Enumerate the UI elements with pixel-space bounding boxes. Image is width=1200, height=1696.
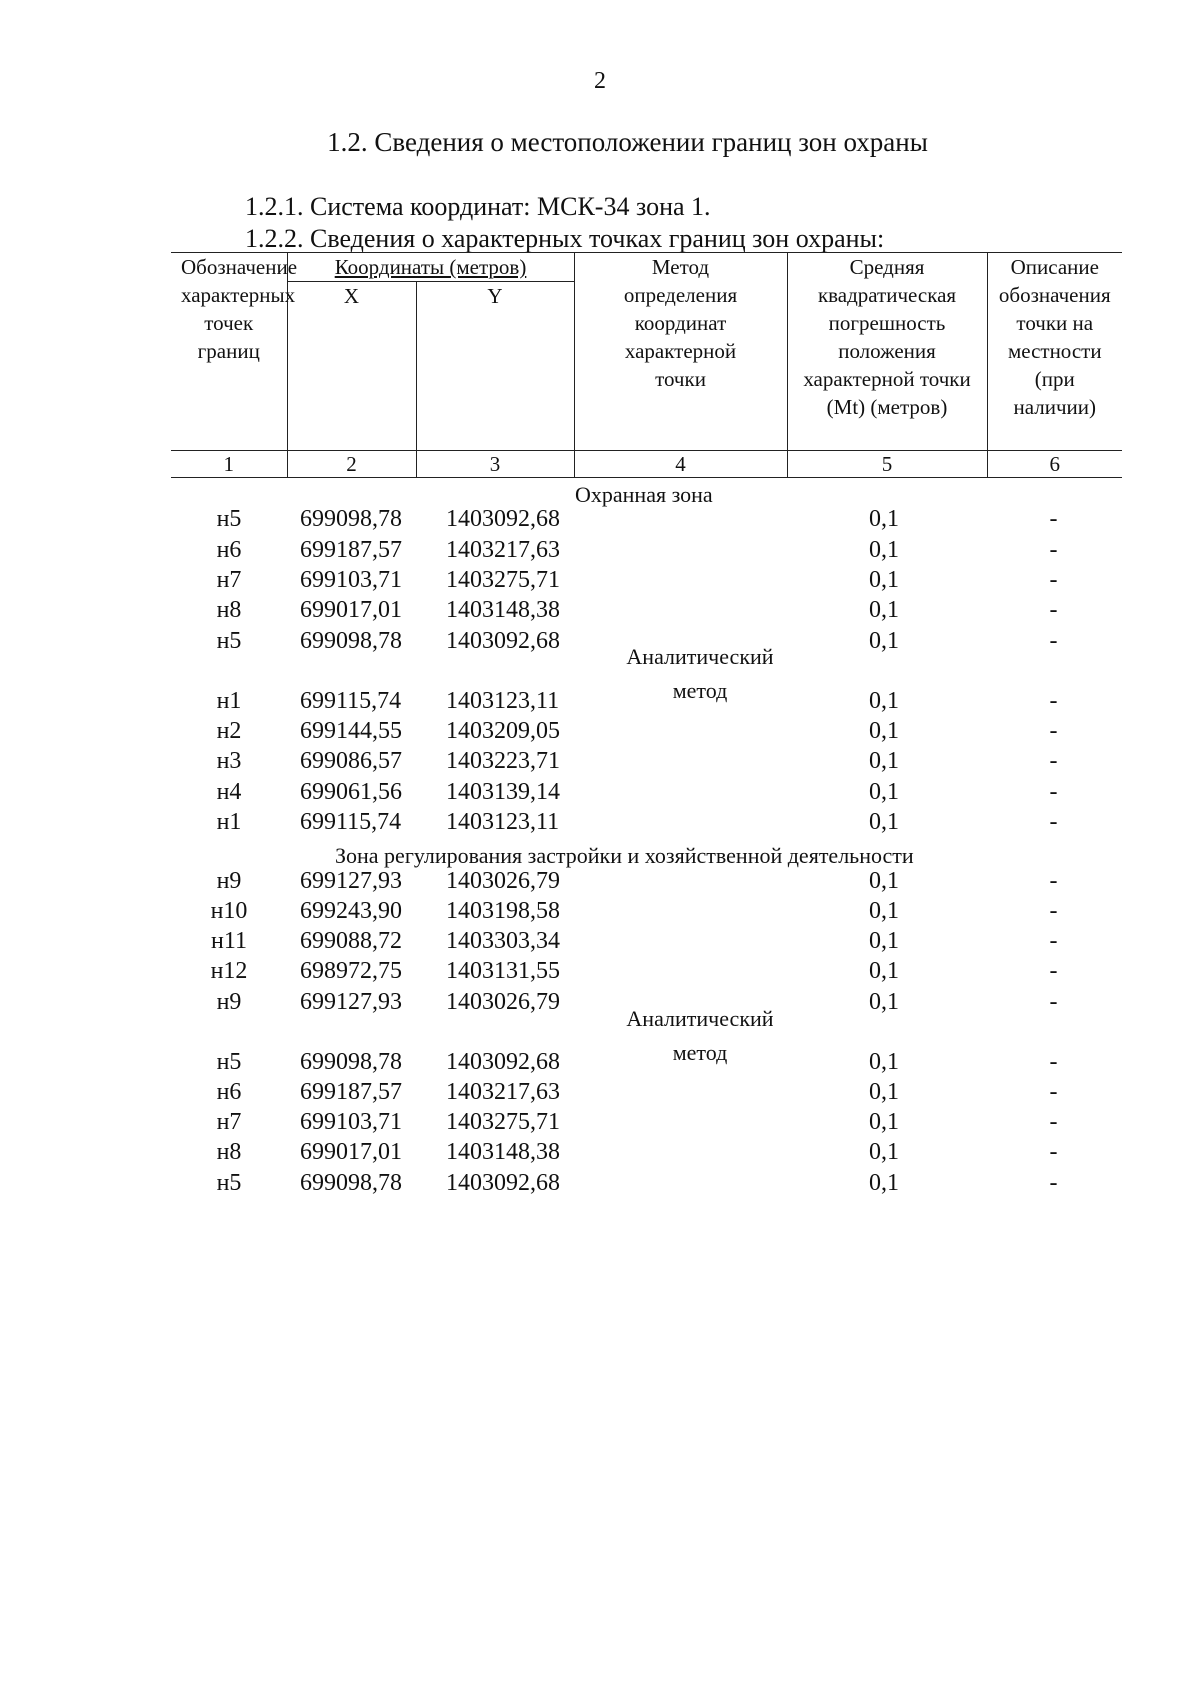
y-coordinate: 1403209,05 — [446, 718, 560, 744]
y-coordinate: 1403275,71 — [446, 567, 560, 593]
error-value: 0,1 — [869, 628, 899, 654]
table-row — [0, 1079, 1200, 1109]
error-value: 0,1 — [869, 1079, 899, 1105]
error-value: 0,1 — [869, 958, 899, 984]
error-value: 0,1 — [869, 809, 899, 835]
description-value: - — [1049, 688, 1058, 714]
error-value: 0,1 — [869, 898, 899, 924]
point-id: н7 — [216, 567, 242, 593]
table-row — [0, 1170, 1200, 1200]
x-coordinate: 699127,93 — [300, 868, 402, 894]
error-value: 0,1 — [869, 779, 899, 805]
x-coordinate: 699115,74 — [300, 688, 402, 714]
description-value: - — [1049, 1109, 1058, 1135]
description-value: - — [1049, 1049, 1058, 1075]
zone-title: Зона регулирования застройки и хозяйственной деятельности — [335, 843, 914, 868]
y-coordinate: 1403092,68 — [446, 506, 560, 532]
y-coordinate: 1403092,68 — [446, 1049, 560, 1075]
column-number-4: 4 — [574, 451, 787, 478]
description-value: - — [1049, 898, 1058, 924]
point-id: н6 — [216, 537, 242, 563]
point-id: н5 — [216, 506, 242, 532]
table-row — [0, 537, 1200, 567]
x-coordinate: 699098,78 — [300, 1049, 402, 1075]
description-value: - — [1049, 506, 1058, 532]
point-id: н11 — [211, 928, 247, 954]
point-id: н5 — [216, 1170, 242, 1196]
error-value: 0,1 — [869, 1109, 899, 1135]
x-coordinate: 699098,78 — [300, 628, 402, 654]
point-id: н2 — [216, 718, 242, 744]
error-value: 0,1 — [869, 989, 899, 1015]
point-id: н3 — [216, 748, 242, 774]
table-row — [0, 958, 1200, 988]
x-coordinate: 699017,01 — [300, 597, 402, 623]
header-description: Описание обозначения точки на местности (при наличии) — [987, 253, 1122, 451]
x-coordinate: 699187,57 — [300, 537, 402, 563]
x-coordinate: 699061,56 — [300, 779, 402, 805]
x-coordinate: 699115,74 — [300, 809, 402, 835]
table-row — [0, 628, 1200, 658]
x-coordinate: 698972,75 — [300, 958, 402, 984]
table-row — [0, 748, 1200, 778]
error-value: 0,1 — [869, 718, 899, 744]
x-coordinate: 699098,78 — [300, 506, 402, 532]
error-value: 0,1 — [869, 1139, 899, 1165]
error-value: 0,1 — [869, 1170, 899, 1196]
table-row — [0, 1049, 1200, 1079]
header-coords: Координаты (метров) — [287, 253, 574, 282]
error-value: 0,1 — [869, 506, 899, 532]
zone-title: Охранная зона — [575, 482, 713, 507]
description-value: - — [1049, 1139, 1058, 1165]
y-coordinate: 1403148,38 — [446, 597, 560, 623]
method-label: Аналитический метод — [626, 644, 774, 703]
point-id: н1 — [216, 688, 242, 714]
column-number-5: 5 — [787, 451, 987, 478]
error-value: 0,1 — [869, 748, 899, 774]
table-row — [0, 1109, 1200, 1139]
x-coordinate: 699086,57 — [300, 748, 402, 774]
header-error: Средняя квадратическая погрешность положения характерной точки (Mt) (метров) — [787, 253, 987, 451]
table-row — [0, 898, 1200, 928]
y-coordinate: 1403148,38 — [446, 1139, 560, 1165]
point-id: н5 — [216, 628, 242, 654]
y-coordinate: 1403139,14 — [446, 779, 560, 805]
column-number-2: 2 — [287, 451, 416, 478]
point-id: н8 — [216, 597, 242, 623]
y-coordinate: 1403217,63 — [446, 537, 560, 563]
page-number: 2 — [594, 68, 606, 94]
point-id: н6 — [216, 1079, 242, 1105]
method-label: Аналитический метод — [626, 1006, 774, 1065]
header-y: Y — [416, 282, 574, 451]
table-row — [0, 597, 1200, 627]
x-coordinate: 699127,93 — [300, 989, 402, 1015]
y-coordinate: 1403092,68 — [446, 1170, 560, 1196]
x-coordinate: 699103,71 — [300, 567, 402, 593]
point-id: н5 — [216, 1049, 242, 1075]
y-coordinate: 1403026,79 — [446, 868, 560, 894]
header-point: Обозначение характерных точек границ — [171, 253, 287, 451]
description-value: - — [1049, 628, 1058, 654]
y-coordinate: 1403123,11 — [446, 688, 560, 714]
description-value: - — [1049, 718, 1058, 744]
column-number-3: 3 — [416, 451, 574, 478]
y-coordinate: 1403092,68 — [446, 628, 560, 654]
table-row — [0, 506, 1200, 536]
point-id: н1 — [216, 809, 242, 835]
point-id: н9 — [216, 989, 242, 1015]
error-value: 0,1 — [869, 537, 899, 563]
table-row — [0, 1139, 1200, 1169]
error-value: 0,1 — [869, 597, 899, 623]
y-coordinate: 1403223,71 — [446, 748, 560, 774]
point-id: н4 — [216, 779, 242, 805]
table-row — [0, 928, 1200, 958]
table-row — [0, 779, 1200, 809]
coordinate-system-line: 1.2.1. Система координат: МСК-34 зона 1. — [245, 192, 711, 221]
point-id: н7 — [216, 1109, 242, 1135]
table-row — [0, 688, 1200, 718]
column-number-6: 6 — [987, 451, 1122, 478]
error-value: 0,1 — [869, 928, 899, 954]
point-id: н8 — [216, 1139, 242, 1165]
error-value: 0,1 — [869, 868, 899, 894]
x-coordinate: 699017,01 — [300, 1139, 402, 1165]
section-title: 1.2. Сведения о местоположении границ зон охраны — [327, 127, 928, 157]
y-coordinate: 1403026,79 — [446, 989, 560, 1015]
description-value: - — [1049, 809, 1058, 835]
point-id: н10 — [210, 898, 248, 924]
point-id: н9 — [216, 868, 242, 894]
y-coordinate: 1403217,63 — [446, 1079, 560, 1105]
header-x: X — [287, 282, 416, 451]
x-coordinate: 699098,78 — [300, 1170, 402, 1196]
description-value: - — [1049, 537, 1058, 563]
table-row — [0, 868, 1200, 898]
description-value: - — [1049, 597, 1058, 623]
description-value: - — [1049, 868, 1058, 894]
description-value: - — [1049, 1079, 1058, 1105]
points-info-line: 1.2.2. Сведения о характерных точках границ зон охраны: — [245, 224, 885, 253]
point-id: н12 — [210, 958, 248, 984]
x-coordinate: 699187,57 — [300, 1079, 402, 1105]
x-coordinate: 699144,55 — [300, 718, 402, 744]
y-coordinate: 1403198,58 — [446, 898, 560, 924]
column-number-1: 1 — [171, 451, 287, 478]
x-coordinate: 699088,72 — [300, 928, 402, 954]
x-coordinate: 699243,90 — [300, 898, 402, 924]
description-value: - — [1049, 958, 1058, 984]
error-value: 0,1 — [869, 567, 899, 593]
table-row — [0, 718, 1200, 748]
description-value: - — [1049, 1170, 1058, 1196]
error-value: 0,1 — [869, 688, 899, 714]
table-row — [0, 989, 1200, 1019]
y-coordinate: 1403275,71 — [446, 1109, 560, 1135]
description-value: - — [1049, 928, 1058, 954]
x-coordinate: 699103,71 — [300, 1109, 402, 1135]
y-coordinate: 1403131,55 — [446, 958, 560, 984]
table-row — [0, 567, 1200, 597]
description-value: - — [1049, 779, 1058, 805]
table-row — [0, 809, 1200, 839]
y-coordinate: 1403123,11 — [446, 809, 560, 835]
header-method: Метод определения координат характерной точки — [574, 253, 787, 451]
description-value: - — [1049, 748, 1058, 774]
error-value: 0,1 — [869, 1049, 899, 1075]
y-coordinate: 1403303,34 — [446, 928, 560, 954]
description-value: - — [1049, 989, 1058, 1015]
description-value: - — [1049, 567, 1058, 593]
